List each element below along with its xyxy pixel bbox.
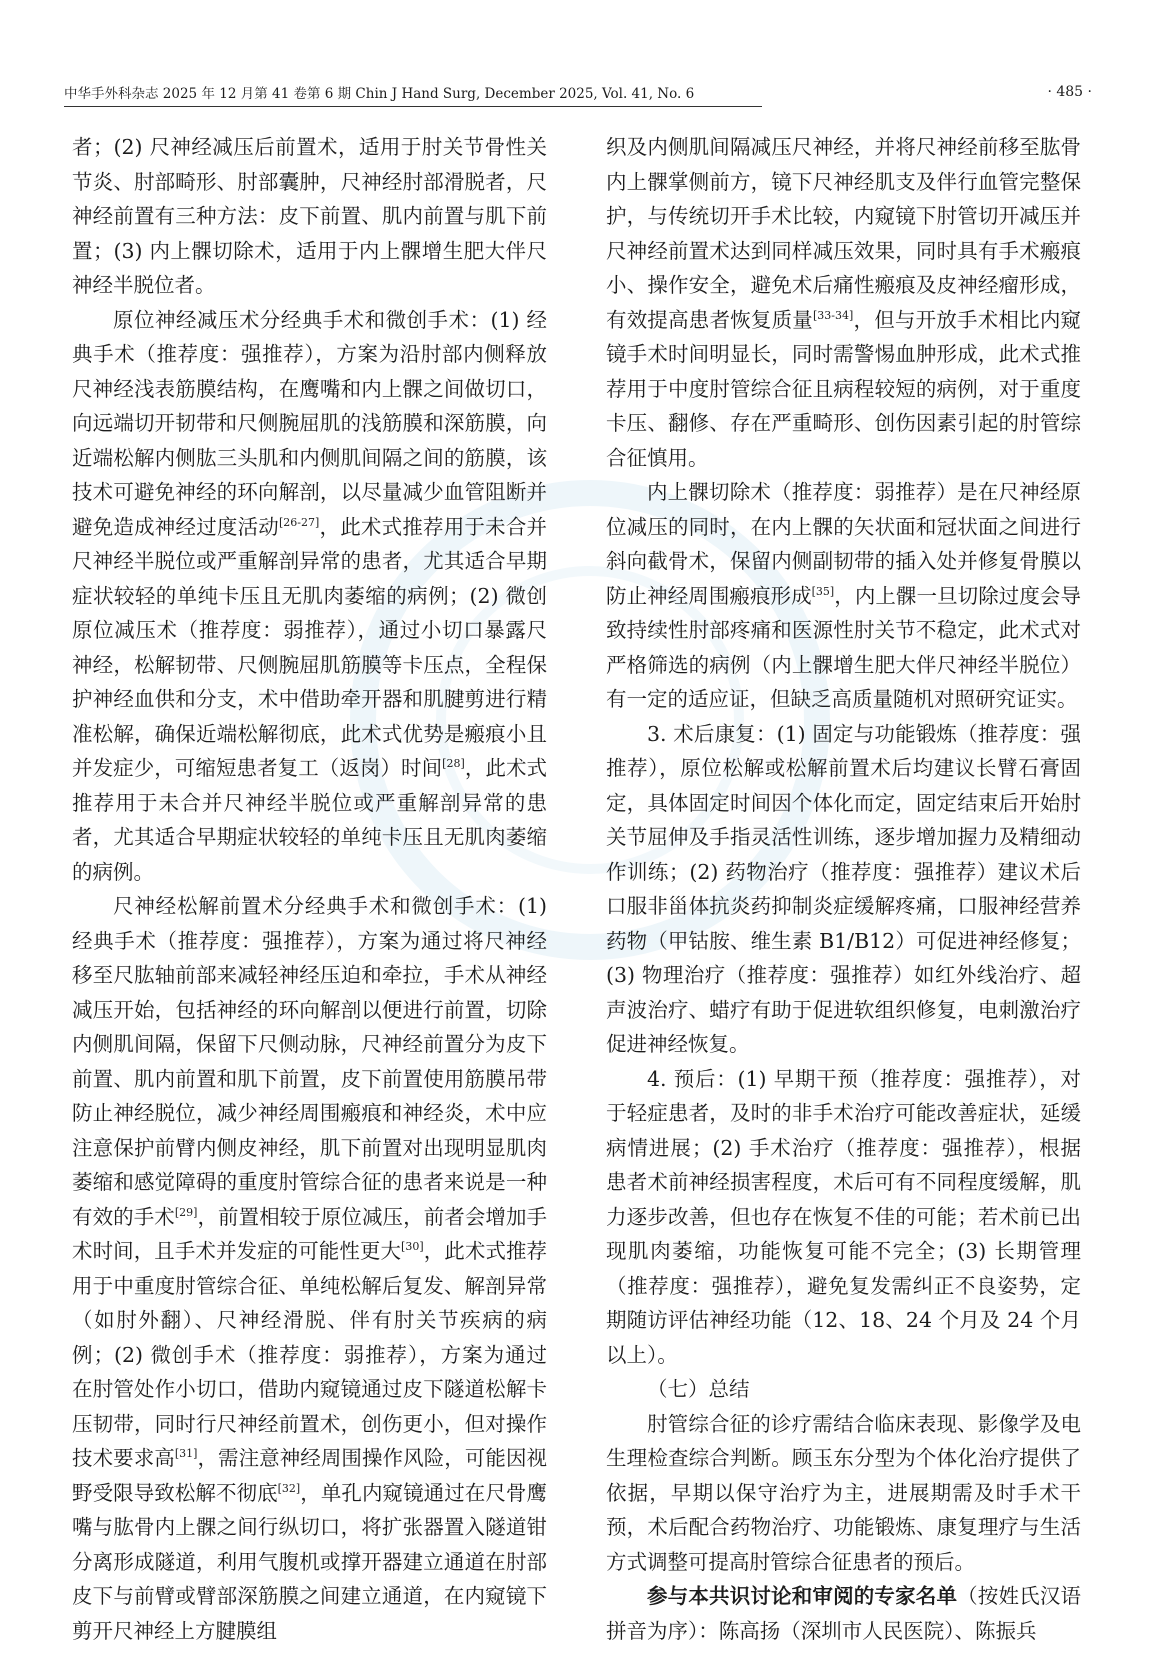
citation: [29] [174,1205,198,1219]
citation: [30] [401,1240,424,1254]
paragraph: 织及内侧肌间隔减压尺神经，并将尺神经前移至肱骨内上髁掌侧前方，镜下尺神经肌支及伴行血管完整保护，与传统切开手术比较，内窥镜下肘管切开减压并尺神经前置术达到同样减压效果，同时具有手术瘢痕小、操作安全，避免术后痛性瘢痕及皮神经瘤形成，有效提高患者恢复质量[33-34]，但与开放手术相比内窥镜手术时间明显长，同时需警惕血肿形成，此术式推荐用于中度肘管综合征且病程较短的病例，对于重度卡压、翻修、存在严重畸形、创伤因素引起的肘管综合征慎用。 [606,135,1082,470]
paragraph: 尺神经松解前置术分经典手术和微创手术：(1) 经典手术（推荐度：强推荐），方案为通过将尺神经移至尺肱轴前部来减轻神经压迫和牵拉，手术从神经减压开始，包括神经的环向解剖以便进行前置，切除内侧肌间隔，保留下尺侧动脉，尺神经前置分为皮下前置、肌内前置和肌下前置，皮下前置使用筋膜吊带防止神经脱位，减少神经周围瘢痕和神经炎，术中应注意保护前臂内侧皮神经，肌下前置对出现明显肌肉萎缩和感觉障碍的重度肘管综合征的患者来说是一种有效的手术[29]，前置相较于原位减压，前者会增加手术时间，且手术并发症的可能性更大[30]，此术式推荐用于中重度肘管综合征、单纯松解后复发、解剖异常（如肘外翻）、尺神经滑脱、伴有肘关节疾病的病例；(2) 微创手术（推荐度：弱推荐），方案为通过在肘管处作小切口，借助内窥镜通过皮下隧道松解卡压韧带，同时行尺神经前置术，创伤更小，但对操作技术要求高[31]，需注意神经周围操作风险，可能因视野受限导致松解不彻底[32]，单孔内窥镜通过在尺骨鹰嘴与肱骨内上髁之间行纵切口，将扩张器置入隧道钳分离形成隧道，利用气腹机或撑开器建立通道在肘部皮下与前臂或臂部深筋膜之间建立通道，在内窥镜下剪开尺神经上方腱膜组 [72,894,548,1643]
citation: [32] [277,1481,301,1495]
citation: [28] [442,757,465,771]
paragraph: 肘管综合征的诊疗需结合临床表现、影像学及电生理检查综合判断。顾玉东分型为个体化治疗提供了依据，早期以保守治疗为主，进展期需及时手术干预，术后配合药物治疗、功能锻炼、康复理疗与生活方式调整可提高肘管综合征患者的预后。 [606,1411,1081,1574]
left-column [72,130,547,1648]
header-rule [64,106,762,107]
page-number: · 485 · [1047,84,1092,100]
right-column [606,130,1081,1648]
paragraph: 内上髁切除术（推荐度：弱推荐）是在尺神经原位减压的同时，在内上髁的矢状面和冠状面之间进行斜向截骨术，保留内侧副韧带的插入处并修复骨膜以防止神经周围瘢痕形成[35]，内上髁一旦切除过度会导致持续性肘部疼痛和医源性肘关节不稳定，此术式对严格筛选的病例（内上髁增生肥大伴尺神经半脱位）有一定的适应证，但缺乏高质量随机对照研究证实。 [606,480,1082,711]
section-heading: （七）总结 [647,1377,750,1401]
citation: [31] [174,1447,198,1461]
running-header: 中华手外科杂志 2025 年 12 月第 41 卷第 6 期 Chin J Hand Surg, December 2025, Vol. 41, No. 6 [64,86,695,102]
citation: [35] [811,584,835,598]
expert-list-heading: 参与本共识讨论和审阅的专家名单 [647,1584,958,1608]
paragraph: 4. 预后：(1) 早期干预（推荐度：强推荐），对于轻症患者，及时的非手术治疗可能改善症状，延缓病情进展；(2) 手术治疗（推荐度：强推荐），根据患者术前神经损害程度，术后可有不同程度缓解，肌力逐步改善，但也存在恢复不佳的可能；若术前已出现肌肉萎缩，功能恢复可能不完全；(3) 长期管理（推荐度：强推荐），避免复发需纠正不良姿势，定期随访评估神经功能（12、18、24 个月及 24 个月以上）。 [606,1066,1081,1367]
paragraph: 者；(2) 尺神经减压后前置术，适用于肘关节骨性关节炎、肘部畸形、肘部囊肿，尺神经肘部滑脱者，尺神经前置有三种方法：皮下前置、肌内前置与肌下前置；(3) 内上髁切除术，适用于内上髁增生肥大伴尺神经半脱位者。 [72,135,547,297]
paragraph: 原位神经减压术分经典手术和微创手术：(1) 经典手术（推荐度：强推荐），方案为沿肘部内侧释放尺神经浅表筋膜结构，在鹰嘴和内上髁之间做切口，向远端切开韧带和尺侧腕屈肌的浅筋膜和深筋膜，向近端松解内侧肱三头肌和内侧肌间隔之间的筋膜，该技术可避免神经的环向解剖，以尽量减少血管阻断并避免造成神经过度活动[26-27]，此术式推荐用于未合并尺神经半脱位或严重解剖异常的患者，尤其适合早期症状较轻的单纯卡压且无肌肉萎缩的病例；(2) 微创原位减压术（推荐度：弱推荐），通过小切口暴露尺神经，松解韧带、尺侧腕屈肌筋膜等卡压点，全程保护神经血供和分支，术中借助牵开器和肌腱剪进行精准松解，确保近端松解彻底，此术式优势是瘢痕小且并发症少，可缩短患者复工（返岗）时间[28]，此术式推荐用于未合并尺神经半脱位或严重解剖异常的患者，尤其适合早期症状较轻的单纯卡压且无肌肉萎缩的病例。 [72,307,548,884]
expert-list: 参与本共识讨论和审阅的专家名单（按姓氏汉语拼音为序）：陈高扬（深圳市人民医院）、陈振兵 [606,1584,1081,1643]
citation: [26-27] [279,515,320,529]
citation: [33-34] [813,308,854,322]
paragraph: 3. 术后康复：(1) 固定与功能锻炼（推荐度：强推荐），原位松解或松解前置术后均建议长臂石膏固定，具体固定时间因个体化而定，固定结束后开始肘关节屈伸及手指灵活性训练，逐步增加握力及精细动作训练；(2) 药物治疗（推荐度：强推荐）建议术后口服非甾体抗炎药抑制炎症缓解疼痛，口服神经营养药物（甲钴胺、维生素 B1/B12）可促进神经修复；(3) 物理治疗（推荐度：强推荐）如红外线治疗、超声波治疗、蜡疗有助于促进软组织修复，电刺激治疗促进神经恢复。 [606,721,1081,1056]
